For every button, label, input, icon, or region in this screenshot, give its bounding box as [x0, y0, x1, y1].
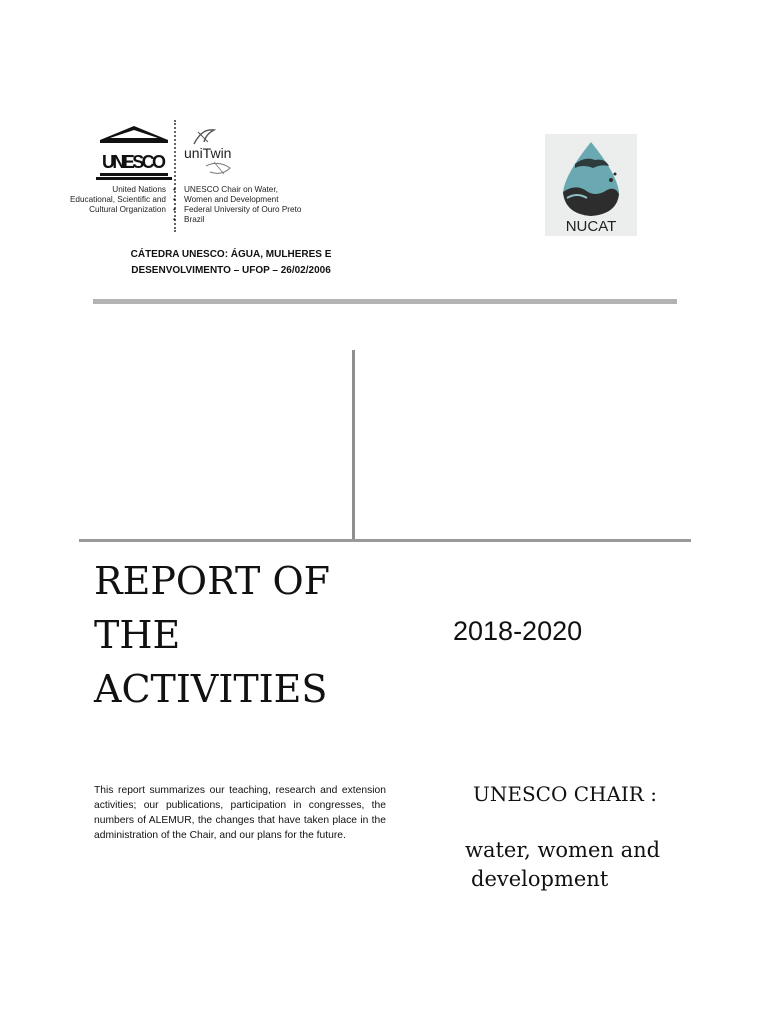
- unesco-org-line: Cultural Organization: [89, 205, 166, 214]
- unesco-org-line: Educational, Scientific and: [69, 195, 166, 204]
- chair-subtitle: [465, 836, 660, 894]
- report-title: [94, 554, 394, 716]
- unitwin-line: • UNESCO Chair on Water,: [184, 185, 324, 195]
- unitwin-logo: [184, 126, 244, 178]
- top-divider: [93, 299, 677, 304]
- unesco-org-line: United Nations: [112, 185, 166, 194]
- chair-subtitle-line: water, women and: [465, 838, 661, 862]
- chair-heading: UNESCO CHAIR :: [473, 782, 657, 806]
- unesco-org-name: [52, 185, 166, 215]
- unitwin-line: • Federal University of Ouro Preto: [184, 205, 324, 215]
- chair-subtitle-line: development: [471, 867, 609, 891]
- unitwin-line: • Women and Development: [184, 195, 324, 205]
- catedra-line: CÁTEDRA UNESCO: ÁGUA, MULHERES E: [130, 249, 332, 260]
- report-title-line: ACTIVITIES: [94, 667, 328, 711]
- report-summary: This report summarizes our teaching, research and extension activities; our publications, participation in congresses, the numbers of ALEMUR, the changes that have taken place in the administration of the Chair, and our plans for the future.: [94, 785, 386, 841]
- unesco-logo: [96, 126, 172, 180]
- catedra-line: DESENVOLVIMENTO – UFOP – 26/02/2006: [131, 265, 331, 276]
- unitwin-logo-text: uniTwin: [184, 145, 232, 161]
- unesco-logo-text: UNESCO: [102, 152, 166, 172]
- unitwin-line: • Brazil: [184, 215, 324, 225]
- report-title-line: THE: [94, 613, 181, 657]
- catedra-heading: [96, 247, 366, 279]
- unitwin-description: [184, 185, 324, 225]
- report-years: 2018-2020: [453, 616, 583, 646]
- nucat-logo-text: NUCAT: [565, 218, 617, 235]
- report-title-line: REPORT OF: [94, 559, 330, 603]
- nucat-logo: [545, 134, 637, 236]
- vertical-divider: [352, 350, 355, 540]
- middle-divider: [79, 539, 691, 542]
